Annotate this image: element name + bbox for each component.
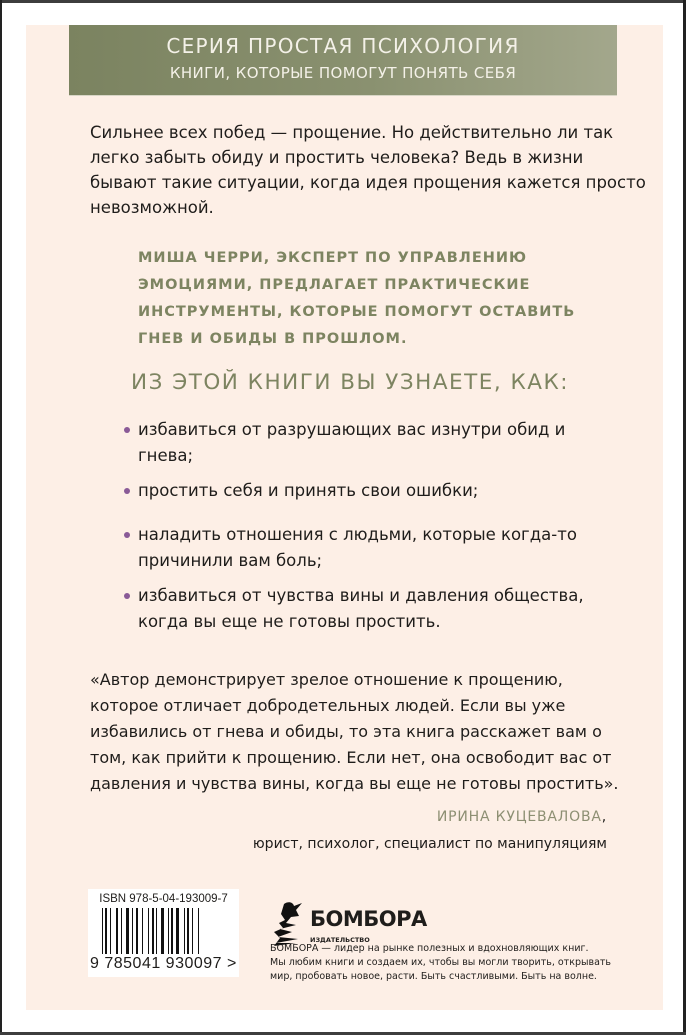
bullet-icon [124,427,130,433]
barcode-bar [161,908,164,954]
isbn-number: ISBN 978-5-04-193009-7 [99,893,228,905]
barcode-bar [184,908,185,954]
barcode-bar [192,908,193,954]
quote-author [437,808,607,826]
bullet-line: гнева; [138,446,194,465]
publisher-description-line: Мы любим книги и создаем их, чтобы вы могли творить, открывать [270,957,612,968]
bullet-line: наладить отношения с людьми, которые когда-то [138,525,577,544]
barcode-bars [102,908,228,954]
intro-line: легко забыть обиду и простить человека? Ведь в жизни [90,148,584,167]
barcode-bar [132,908,133,954]
intro-line: бывают такие ситуации, когда идея прощения кажется просто [90,173,646,192]
barcode-bar [156,908,157,954]
highlight-line: ГНЕВ И ОБИДЫ В ПРОШЛОМ. [138,331,408,347]
isbn-barcode [88,889,239,977]
quote-line: которое отличает добродетельных людей. Если вы уже [90,696,566,715]
series-title: СЕРИЯ ПРОСТАЯ ПСИХОЛОГИЯ [166,34,520,58]
barcode-bar [152,908,154,954]
book-back-cover [26,25,663,1010]
quote-author-name: ИРИНА КУЦЕВАЛОВА [436,809,602,825]
bullet-line: избавиться от разрушающих вас изнутри обид и [138,420,566,439]
series-subtitle: КНИГИ, КОТОРЫЕ ПОМОГУТ ПОНЯТЬ СЕБЯ [169,64,517,82]
bullet-line: причинили вам боль; [138,551,323,570]
learn-heading: ИЗ ЭТОЙ КНИГИ ВЫ УЗНАЕТЕ, КАК: [131,370,569,395]
quote-line: «Автор демонстрирует зрелое отношение к прощению, [90,670,563,689]
publisher-description-line: БОМБОРА — лидер на рынке полезных и вдохновляющих книг. [270,943,589,954]
publisher-description-line: мир, пробовать новое, расти. Быть счастливыми. Быть на волне. [270,971,597,982]
series-banner [69,25,617,96]
publisher-name: БОМБОРА [310,907,427,931]
barcode-bar [187,908,189,954]
frame-border-left [0,0,2,1035]
barcode-bar [198,908,199,954]
bullet-line: когда вы еще не готовы простить. [138,612,441,631]
barcode-bar [171,908,173,954]
barcode-bar [102,908,103,954]
barcode-bar [176,908,179,954]
quote-line: избавились от гнева и обиды, то эта книга расскажет вам о [90,722,602,741]
highlight-line: МИША ЧЕРРИ, ЭКСПЕРТ ПО УПРАВЛЕНИЮ [138,250,528,266]
bullet-line: простить себя и принять свои ошибки; [138,481,479,500]
barcode-bar [121,908,122,954]
quote-author-role: юрист, психолог, специалист по манипуляциям [252,836,607,852]
ean-digits: 9 785041 930097 > [90,955,237,972]
barcode-bar [148,908,149,954]
bullet-line: избавиться от чувства вины и давления общества, [138,586,584,605]
bullet-icon [124,488,130,494]
bombora-wave-rider-icon [270,900,310,948]
quote-line: давления и чувства вины, когда вы еще не готовы простить». [90,774,619,793]
intro-line: невозможной. [90,198,214,217]
bullet-icon [124,532,130,538]
bullet-icon [124,593,130,599]
barcode-bar [126,908,129,954]
barcode-bar [110,908,111,954]
highlight-line: ЭМОЦИЯМИ, ПРЕДЛАГАЕТ ПРАКТИЧЕСКИЕ [138,277,531,293]
quote-line: том, как прийти к прощению. Если нет, она освободит вас от [90,748,612,767]
barcode-bar [142,908,143,954]
quote-author-comma: , [601,809,607,825]
barcode-bar [116,908,118,954]
frame-border-top [0,0,686,3]
barcode-bar [136,908,138,954]
publisher-tagline: ИЗДАТЕЛЬСТВО [310,936,370,944]
highlight-line: ИНСТРУМЕНТЫ, КОТОРЫЕ ПОМОГУТ ОСТАВИТЬ [138,304,576,320]
barcode-bar [168,908,169,954]
intro-line: Сильнее всех побед — прощение. Но действительно ли так [90,123,614,142]
barcode-bar [105,908,107,954]
